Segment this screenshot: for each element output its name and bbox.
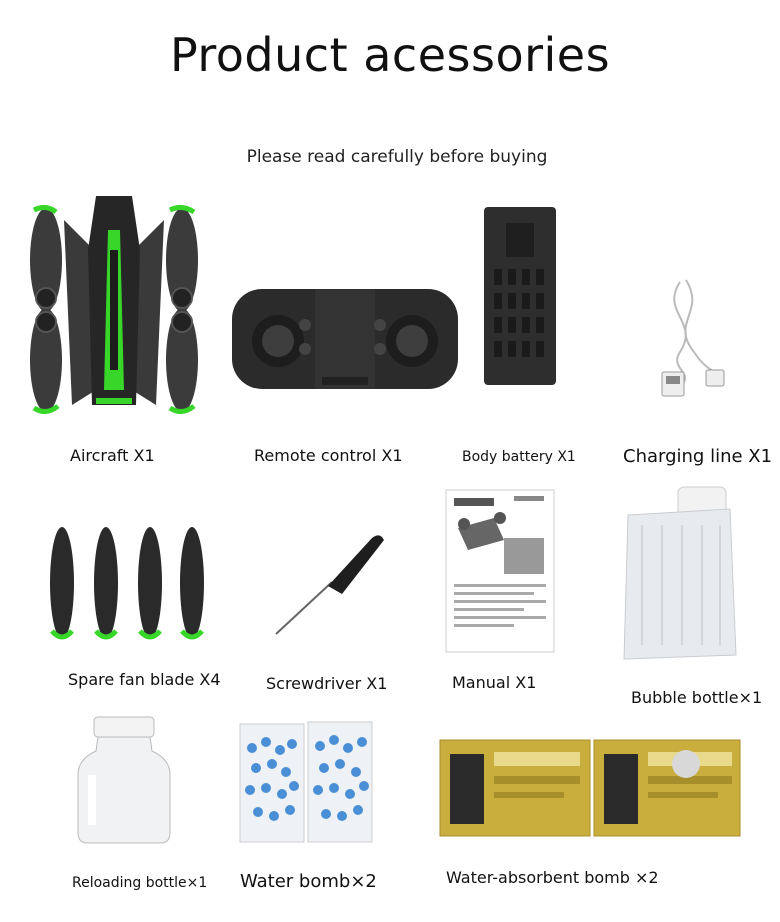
reloading-label: Reloading bottle×1 bbox=[72, 875, 208, 891]
manual-tile bbox=[444, 488, 556, 654]
page-subtitle: Please read carefully before buying bbox=[246, 147, 548, 167]
remote-control-icon bbox=[230, 285, 460, 395]
remote-tile bbox=[230, 285, 460, 395]
battery-tile bbox=[478, 205, 562, 387]
blades-tile bbox=[48, 525, 208, 645]
screwdriver-tile bbox=[272, 530, 392, 640]
battery-label: Body battery X1 bbox=[462, 449, 576, 465]
page-title: Product acessories bbox=[169, 28, 611, 82]
remote-label: Remote control X1 bbox=[254, 446, 403, 465]
screwdriver-icon bbox=[272, 530, 392, 640]
reloading-tile bbox=[74, 715, 174, 845]
screwdriver-label: Screwdriver X1 bbox=[266, 674, 388, 693]
absorbent-tile bbox=[438, 738, 742, 838]
blades-label: Spare fan blade X4 bbox=[68, 670, 221, 689]
bubble-tile bbox=[618, 485, 740, 663]
battery-icon bbox=[478, 205, 562, 387]
waterbomb-label: Water bomb×2 bbox=[240, 871, 377, 892]
bubble-label: Bubble bottle×1 bbox=[631, 688, 763, 707]
aircraft-label: Aircraft X1 bbox=[70, 446, 155, 465]
manual-label: Manual X1 bbox=[452, 673, 537, 692]
bubble-bottle-icon bbox=[618, 485, 740, 663]
propeller-blades-icon bbox=[48, 525, 208, 645]
charging-label: Charging line X1 bbox=[623, 446, 773, 467]
aircraft-tile bbox=[24, 190, 204, 420]
water-bomb-bag-icon bbox=[236, 718, 376, 848]
absorbent-bomb-pack-icon bbox=[438, 738, 742, 838]
glass-bottle-icon bbox=[74, 715, 174, 845]
absorbent-label: Water-absorbent bomb ×2 bbox=[446, 868, 659, 887]
manual-icon bbox=[444, 488, 556, 654]
drone-icon bbox=[24, 190, 204, 420]
usb-cable-icon bbox=[650, 272, 730, 402]
charging-tile bbox=[650, 272, 730, 402]
waterbomb-tile bbox=[236, 718, 376, 848]
